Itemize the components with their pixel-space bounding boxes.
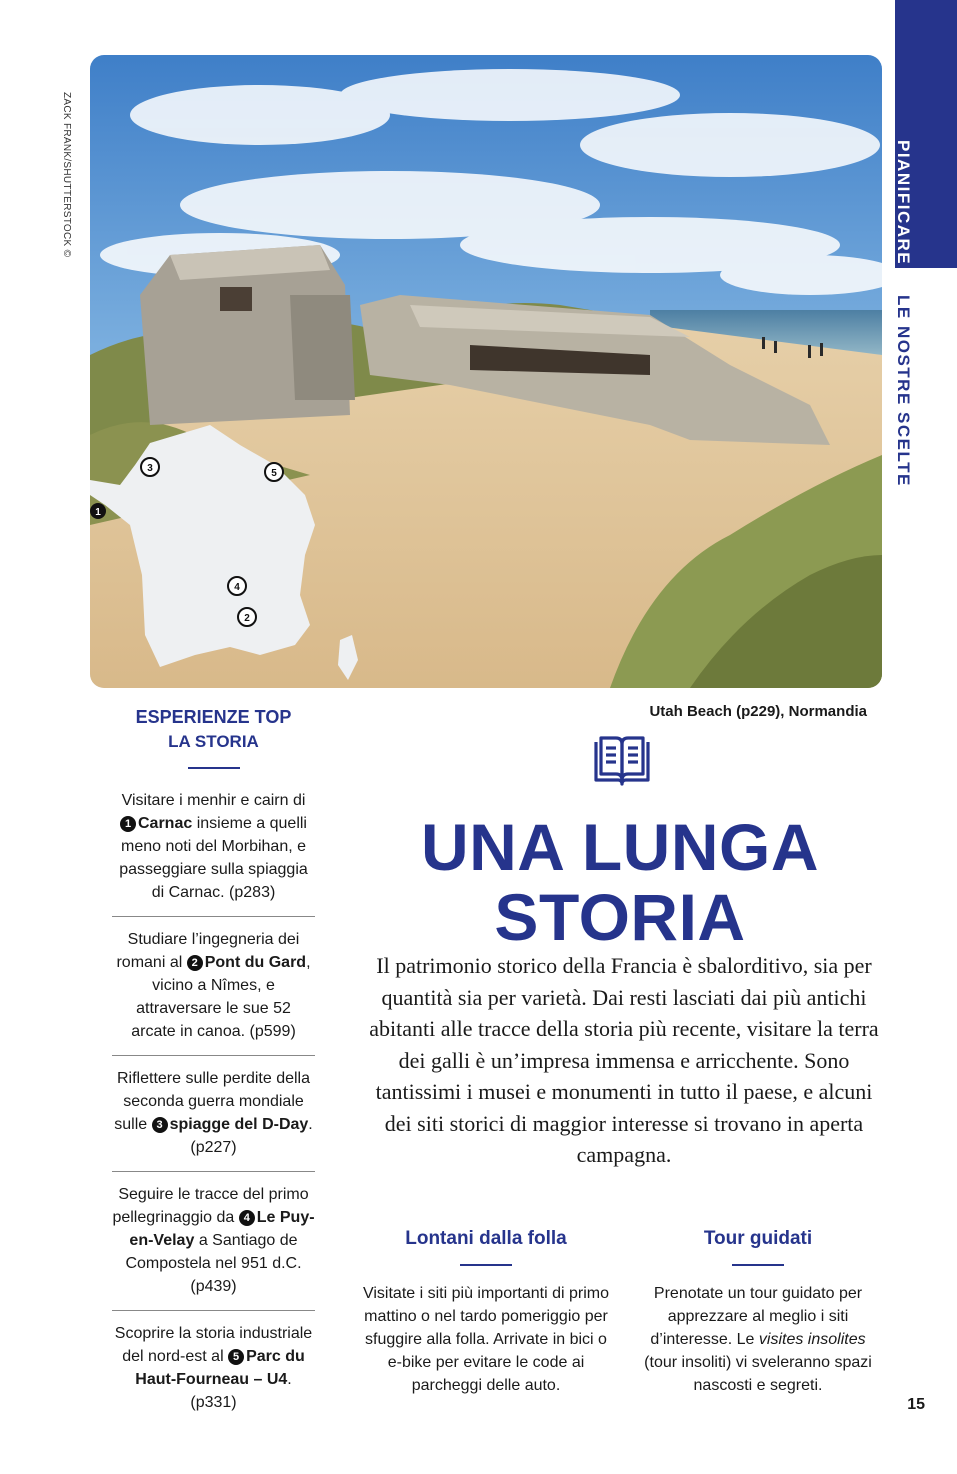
map-marker-4 — [228, 577, 246, 595]
tip-text-part: Prenotate un tour guidato per apprezzare al meglio i siti d’interesse. Le — [650, 1285, 863, 1348]
experience-text: Scoprire la storia industriale del nord-est al — [114, 1325, 313, 1365]
map-marker-5 — [265, 463, 283, 481]
experience-item — [112, 1067, 315, 1172]
experience-place: Le Puy-en-Velay — [129, 1209, 315, 1249]
photo-caption: Utah Beach (p229), Normandia — [649, 703, 867, 720]
tip-box — [633, 1224, 883, 1397]
experience-text: Riflettere sulle perdite della seconda guerra mondiale sulle — [114, 1070, 310, 1133]
photo-credit: ZACK FRANK/SHUTTERSTOCK © — [61, 92, 72, 258]
number-badge: 2 — [187, 955, 203, 971]
tip-text — [633, 1282, 883, 1397]
experience-text: Visitare i menhir e cairn di — [121, 792, 306, 809]
experience-text: a Santiago de Compostela nel 951 d.C. (p439) — [125, 1232, 302, 1295]
tip-title: Tour guidati — [703, 1228, 813, 1249]
divider — [460, 1264, 512, 1266]
article-intro: Il patrimonio storico della Francia è sbalorditivo, sia per quantità sia per varietà. Dai resti lasciati dai più antichi abitanti alle tracce della storia più recente, visitare la terra dei galli è un’impresa immensa e arricchente. Sono tantissimi i musei e monumenti in tutto il paese, e alcuni dei siti storici di maggior interesse si trovano in aperta campagna. — [369, 953, 879, 1167]
number-badge: 1 — [120, 816, 136, 832]
section-label: PIANIFICARE — [894, 140, 913, 266]
map-marker-3 — [141, 458, 159, 476]
number-badge: 5 — [228, 1349, 244, 1365]
hero-photo — [90, 55, 882, 688]
title-line: STORIA — [494, 880, 746, 954]
experience-item — [112, 928, 315, 1056]
experience-item — [112, 789, 315, 917]
experience-place: spiagge del D-Day — [169, 1116, 309, 1133]
svg-text:4: 4 — [234, 582, 240, 593]
experience-place: Pont du Gard — [204, 954, 307, 971]
experience-item — [112, 1183, 315, 1311]
page-number: 15 — [907, 1396, 925, 1413]
number-badge: 3 — [152, 1117, 168, 1133]
experience-place: Parc du Haut-Fourneau – U4 — [135, 1348, 305, 1388]
tip-text-part: (tour insoliti) vi sveleranno spazi nascosti e segreti. — [644, 1354, 872, 1394]
experience-text: insieme a quelli meno noti del Morbihan, e passeggiare sulla spiaggia di Carnac. (p283) — [119, 815, 308, 901]
open-book-icon — [592, 736, 652, 795]
svg-text:5: 5 — [271, 468, 277, 479]
tip-box — [361, 1224, 611, 1397]
title-line: UNA LUNGA — [420, 810, 820, 884]
tip-title: Lontani dalla folla — [405, 1228, 567, 1249]
svg-text:2: 2 — [244, 613, 250, 624]
number-badge: 4 — [239, 1210, 255, 1226]
experience-text: Studiare l’ingegneria dei romani al — [116, 931, 300, 971]
svg-text:1: 1 — [95, 507, 101, 518]
experience-text: . (p227) — [190, 1116, 313, 1156]
experience-place: Carnac — [138, 815, 193, 832]
divider — [188, 767, 240, 769]
map-marker-1 — [90, 503, 106, 519]
experience-text: . (p331) — [190, 1371, 292, 1411]
experience-text: , vicino a Nîmes, e attraversare le sue 52 arcate in canoa. (p599) — [131, 954, 311, 1040]
tip-text: Visitate i siti più importanti di primo mattino o nel tardo pomeriggio per sfuggire alla folla. Arrivate in bici o e-bike per evitare le code ai parcheggi delle auto. — [362, 1285, 610, 1394]
svg-text:3: 3 — [147, 463, 153, 474]
divider — [732, 1264, 784, 1266]
experience-item — [112, 1322, 315, 1426]
subsection-label: LE NOSTRE SCELTE — [894, 295, 913, 487]
experience-text: Seguire le tracce del primo pellegrinaggio da — [112, 1186, 309, 1226]
experiences-subtitle: LA STORIA — [168, 732, 259, 751]
map-marker-2 — [238, 608, 256, 626]
tip-text-italic: visites insolites — [758, 1331, 866, 1348]
experiences-title: ESPERIENZE TOP — [135, 707, 292, 727]
article-title — [370, 812, 870, 952]
top-experiences — [112, 705, 315, 1437]
